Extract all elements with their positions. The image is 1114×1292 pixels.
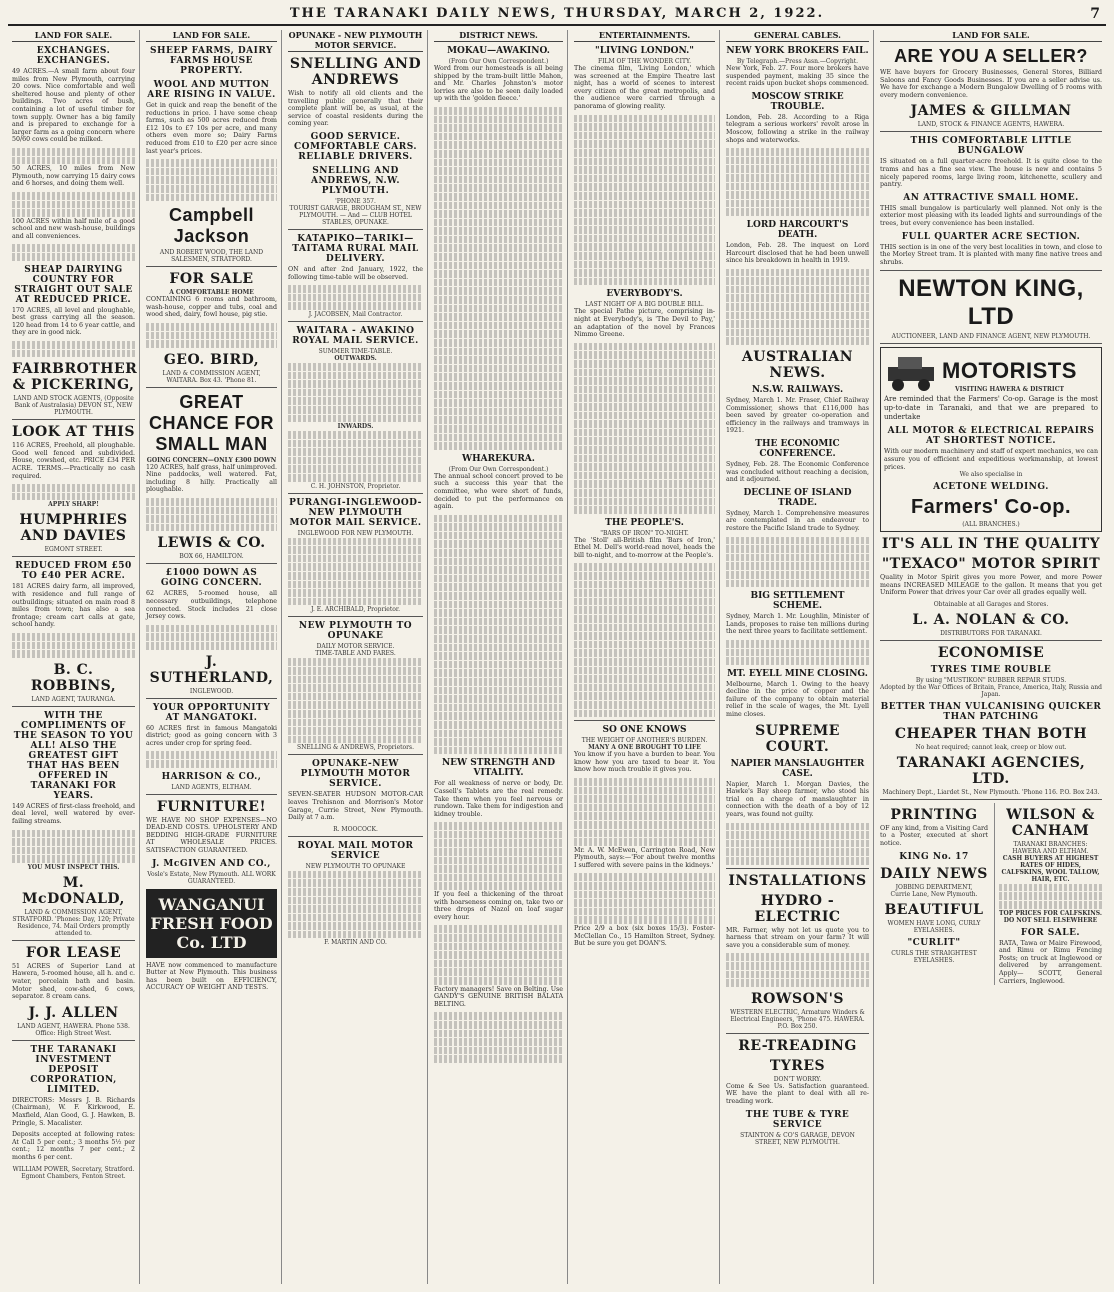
article-text: The special Pathe picture, comprising in-night at Everybody's, is 'The Devil to Pay,' an adaptation of the novel by Frances Nimmo Greene. <box>574 308 715 339</box>
ad-heading: WOOL AND MUTTON ARE RISING IN VALUE. <box>147 80 276 100</box>
ad-heading: FULL QUARTER ACRE SECTION. <box>901 231 1081 242</box>
ad-text: DIRECTORS: Messrs J. B. Richards (Chairman), W. F. Kirkwood, E. Maxfield, Alan Good, G. J. Hawken, B. Pringle, S. Macalister. <box>12 1096 135 1127</box>
page-number: 7 <box>1090 6 1102 22</box>
article-headline: NEW YORK BROKERS FAIL. <box>726 46 869 56</box>
ad-text: 116 ACRES, Freehold, all ploughable. Good well fenced and subdivided. House, cowshed, etc. PRICE £34 PER ACRE. TERMS.—Practically no cash required. <box>12 442 135 480</box>
ad-subheading: CASH BUYERS AT HIGHEST RATES OF HIDES, CALFSKINS, WOOL TALLOW, HAIR, ETC. <box>1001 854 1100 883</box>
ad-text: 62 ACRES, 5-roomed house, all necessary outbuildings, telephone connected. Stock includes 21 close Jersey cows. <box>146 590 277 621</box>
column-heading: LAND FOR SALE. <box>12 30 135 42</box>
column-heading: LAND FOR SALE. <box>146 30 277 42</box>
article-byline: (From Our Own Correspondent.) <box>448 465 549 473</box>
agent-address: INGLEWOOD. <box>189 687 234 695</box>
article-text: The annual school concert proved to be such a success this year that the committee, who were short of funds, decided to put the performance on again. <box>434 472 563 511</box>
ad-heading: ARE YOU A SELLER? <box>894 46 1088 66</box>
agent-address: LAND & COMMISSION AGENT, WAITARA. Box 43. 'Phone 81. <box>162 369 261 384</box>
ad-text: THIS small bungalow is particularly well planned. Not only is the exterior most pleasing with its leaded lights and surroundings of the trees, but every convenience has been installed. <box>880 204 1102 227</box>
ad-heading: FOR SALE <box>169 271 254 288</box>
ad-phone: 'PHONE 357. <box>335 197 376 205</box>
ad-heading: WITH THE COMPLIMENTS OF THE SEASON TO YOU ALL! ALSO THE GREATEST GIFT THAT HAS BEEN OFFERED IN TARANAKI FOR YEARS. <box>13 710 134 801</box>
ad-heading: ALL MOTOR & ELECTRICAL REPAIRS AT SHORTEST NOTICE. <box>887 426 1095 447</box>
ad-callout: APPLY SHARP! <box>48 501 99 509</box>
ad-subheading: OUTWARDS. <box>334 354 377 362</box>
agent-name: B. C. ROBBINS, <box>30 661 117 694</box>
ad-text: THIS section is in one of the very best localities in town, and close to the Morley Street tram. It is planted with many fine native trees and shrubs. <box>880 243 1102 266</box>
ad-subheading: INGLEWOOD FOR NEW PLYMOUTH. <box>297 529 414 537</box>
car-icon <box>884 351 938 395</box>
article-text: You know if you have a burden to bear. You know how you are taxed to bear it. You know how much trouble it gives you. <box>574 751 715 774</box>
ad-address: Currie Lane, New Plymouth. <box>890 890 978 898</box>
article-subheadline: THE WEIGHT OF ANOTHER'S BURDEN. <box>581 737 708 745</box>
article-text: Price 2/9 a box (six boxes 15/3). Foster-McClellan Co., 15 Hamilton Street, Sydney. But be sure you get DOAN'S. <box>574 925 715 948</box>
article-text: Word from our homesteads is all being shipped by the tram-built little Mahon, and Mr. Charles Johnston's motor lorries are also to be seen daily loaded up with the 'golden fleece.' <box>434 65 563 103</box>
agent-name: JAMES & GILLMAN <box>910 103 1072 120</box>
agent-address: AND ROBERT WOOD, THE LAND SALESMEN, STRATFORD. <box>159 249 264 264</box>
ad-subheading: JOBBING DEPARTMENT, <box>895 883 973 891</box>
article-text: If you feel a thickening of the throat with hoarseness coming on, take two or three drops of Nazol on loaf sugar every hour. <box>434 891 563 921</box>
ad-text: Come & See Us. Satisfaction guaranteed. WE have the plant to deal with all re-treading work. <box>726 1082 869 1105</box>
ad-text: Are reminded that the Farmers' Co-op. Garage is the most up-to-date in Taranaki, and that we are prepared to undertake <box>884 395 1098 422</box>
ad-callout: YOU MUST INSPECT THIS. <box>27 863 120 871</box>
agent-address: TARANAKI BRANCHES: HAWERA AND ELTHAM. <box>1012 840 1089 855</box>
ad-heading: EXCHANGES. EXCHANGES. <box>36 46 111 66</box>
ad-subheading: A COMFORTABLE HOME <box>169 289 254 297</box>
motorists-ad <box>880 347 1102 532</box>
ad-subheading: VISITING HAWERA & DISTRICT <box>954 385 1064 393</box>
ad-heading: GREAT CHANCE FOR SMALL MAN <box>149 391 274 454</box>
ad-heading: ACETONE WELDING. <box>933 482 1049 493</box>
ad-text: OF any kind, from a Visiting Card to a Poster, executed at short notice. <box>880 824 988 848</box>
masthead-title: THE TARANAKI DAILY NEWS, THURSDAY, MARCH 2, 1922. <box>289 6 825 21</box>
ad-heading: FOR SALE. <box>1020 927 1081 938</box>
ad-subheading: TIME-TABLE AND FARES. <box>315 650 396 658</box>
ad-heading: KING No. 17 <box>899 851 969 862</box>
agent-name: LEWIS & CO. <box>157 535 266 552</box>
ad-heading: PRINTING <box>890 806 978 823</box>
agent-address: Vosle's Estate, New Plymouth. ALL WORK GUARANTEED. <box>147 870 276 885</box>
ad-heading: YOUR OPPORTUNITY AT MANGATOKI. <box>152 702 271 723</box>
article-text: The cinema film, 'Living London,' which was screened at the Empire Theatre last night, has a world of scenes to interest every citizen of the great metropolis, and the audience were carried through a panorama of glowing reality. <box>574 65 715 110</box>
article-text: For all weakness of nerve or body, Dr. Cassell's Tablets are the real remedy. Take them when you feel nervous or rundown. Take them for indigestion and kidney trouble. <box>434 780 563 818</box>
agent-address: LAND, STOCK & FINANCE AGENTS, HAWERA. <box>917 121 1065 129</box>
article-headline: BIG SETTLEMENT SCHEME. <box>750 591 845 612</box>
article-text: Napier, March 1. Morgan Davies, the Hawke's Bay sheep farmer, who stood his trial on a charge of manslaughter in connection with the death of a boy of 12 years, was found not guilty. <box>726 780 869 819</box>
article-headline: MOSCOW STRIKE TROUBLE. <box>751 91 844 112</box>
column-5 <box>570 30 720 1284</box>
article-byline: (From Our Own Correspondent.) <box>448 58 549 65</box>
article-headline: MT. EYELL MINE CLOSING. <box>727 668 868 679</box>
ad-text: ON and after 2nd January, 1922, the following time-table will be observed. <box>288 265 423 281</box>
ad-text: 149 ACRES of first-class freehold, and deal level, well watered by ever-failing streams. <box>12 802 135 825</box>
column-1 <box>8 30 140 1284</box>
article-text: Sydney, March 1. Mr. Fraser, Chief Railway Commissioner, shows that £116,000 has been saved by greater co-operation and efficiency in the railways and tramways in 1921. <box>726 397 869 435</box>
ad-heading: PURANGI-INGLEWOOD-NEW PLYMOUTH MOTOR MAIL SERVICE. <box>289 497 422 528</box>
ad-text: With our modern machinery and staff of expert mechanics, we can assure you of efficient and expeditious workmanship, at lowest prices. <box>884 448 1098 471</box>
agent-address: STAINTON & CO'S GARAGE, DEVON STREET, NEW PLYMOUTH. <box>740 1131 855 1146</box>
ad-text: HAVE now commenced to manufacture Butter at New Plymouth. This business has been built on EFFICIENCY, ACCURACY OF WEIGHT AND TESTS. <box>146 961 277 992</box>
article-headline: THE PEOPLE'S. <box>605 517 684 528</box>
ad-heading: BEAUTIFUL <box>884 901 984 918</box>
ad-heading: FOR LEASE <box>25 944 122 961</box>
article-subheadline: FILM OF THE WONDER CITY. <box>597 58 692 65</box>
ad-text: No heat required; cannot leak, creep or blow out. <box>915 743 1067 751</box>
agent-name: GEO. BIRD, <box>163 351 260 368</box>
article-text: Mr. A. W. McEwen, Carrington Road, New Plymouth, says:—'For about twelve months I suffered with severe pains in the kidneys.' <box>574 846 715 869</box>
ad-heading: SHEEP FARMS, DAIRY FARMS HOUSE PROPERTY. <box>150 46 273 76</box>
article-text: The 'Stoll' all-British film 'Bars of Iron,' Ethel M. Dell's world-read novel, heads the bill to-night, and to-morrow at the People's. <box>574 536 715 559</box>
article-headline: SO ONE KNOWS <box>602 725 687 736</box>
ad-text: Quality in Motor Spirit gives you more Power, and more Power means INCREASED MILEAGE to the gallon. It means that you get Uniform Power that drives your Car over all grades equally well. <box>880 574 1102 597</box>
ad-signature: J. JACOBSEN, Mail Contractor. <box>308 310 403 318</box>
article-headline: "LIVING LONDON." <box>595 46 694 56</box>
column-4 <box>430 30 568 1284</box>
ad-subheading: TOP PRICES FOR CALFSKINS. DO NOT SELL ELSEWHERE <box>999 909 1102 924</box>
agent-address: AUCTIONEER, LAND AND FINANCE AGENT, NEW PLYMOUTH. <box>891 333 1091 341</box>
ad-heading: DAILY NEWS <box>880 865 988 882</box>
ad-text: CONTAINING 6 rooms and bathroom, wash-house, copper and tubs, coal and wood shed, dairy, fowl house, pig stie. <box>146 296 277 319</box>
ad-signature: R. MOOCOCK. <box>333 825 378 833</box>
ad-text: WE have buyers for Grocery Businesses, General Stores, Billiard Saloons and Fancy Goods Businesses. If you are a seller advise us. We have for exchange a Modern Bungalow Dwelling of 5 rooms with every modern convenience. <box>880 69 1102 99</box>
ad-subheading: WOMEN HAVE LONG, CURLY EYELASHES. <box>887 919 981 934</box>
ad-text: SEVEN-SEATER HUDSON MOTOR-CAR leaves Trehisnon and Morrison's Motor Garage, Currie Street, New Plymouth. Daily at 7 a.m. <box>288 791 423 822</box>
agent-address: Machinery Dept., Liardet St., New Plymouth. 'Phone 116. P.O. Box 243. <box>882 788 1100 796</box>
ad-heading: SNELLING AND ANDREWS <box>289 56 422 88</box>
column-heading: LAND FOR SALE. <box>880 30 1102 42</box>
article-subheadline: MANY A ONE BROUGHT TO LIFE <box>588 744 701 752</box>
agent-address: LAND AGENTS, ELTHAM. <box>171 783 252 791</box>
ad-heading: THE TARANAKI INVESTMENT DEPOSIT CORPORATION, LIMITED. <box>30 1044 117 1095</box>
column-heading: GENERAL CABLES. <box>726 30 869 42</box>
agent-address: LAND AND STOCK AGENTS, (Opposite Bank of Australasia) DEVON ST., NEW PLYMOUTH. <box>13 395 134 417</box>
ad-heading: "CURLIT" <box>907 937 961 948</box>
ad-heading: OPUNAKE-NEW PLYMOUTH MOTOR SERVICE. <box>300 759 411 790</box>
ad-text: Wish to notify all old clients and the travelling public generally that their complete plant will be, as usual, at the service of coastal residents during the coming year. <box>288 90 423 128</box>
section-heading: SUPREME COURT. <box>755 722 840 755</box>
agent-address: LAND & COMMISSION AGENT, STRATFORD. 'Phones: Day, 120; Private Residence, 74. Mail Orders promptly attended to. <box>12 908 135 937</box>
ad-subheading: DON'T WORRY. <box>773 1075 822 1083</box>
agent-name: J. J. ALLEN <box>28 1004 119 1021</box>
ad-heading: MOTORISTS <box>942 357 1077 383</box>
agent-address: LAND AGENT, HAWERA. Phone 538. Office: High Street West. <box>17 1022 130 1037</box>
ad-heading: IT'S ALL IN THE QUALITY <box>881 536 1101 553</box>
ad-subheading: SUMMER TIME-TABLE. <box>318 347 393 355</box>
ad-heading: INSTALLATIONS <box>728 872 867 889</box>
article-headline: LORD HARCOURT'S DEATH. <box>746 219 849 240</box>
article-subheadline: "BARS OF IRON" TO-NIGHT. <box>600 529 689 537</box>
ad-heading: KATAPIKO—TARIKI—TAITAMA RURAL MAIL DELIVERY. <box>292 233 419 264</box>
ad-text: Adopted by the War Offices of Britain, France, America, Italy, Russia and Japan. <box>880 683 1102 698</box>
ad-subheading: GOING CONCERN—ONLY £300 DOWN <box>146 456 277 464</box>
ad-heading: LOOK AT THIS <box>12 424 135 441</box>
ad-text: 60 ACRES first in famous Mangatoki district; good as going concern with 3 acres under crop for spring feed. <box>146 724 277 747</box>
article-headline: EVERYBODY'S. <box>606 289 683 300</box>
ad-heading: CHEAPER THAN BOTH <box>894 725 1088 742</box>
agent-name: FAIRBROTHER & PICKERING, <box>12 361 138 394</box>
column-2 <box>142 30 282 1284</box>
agent-address: LAND AGENT, TAURANGA. <box>31 695 116 703</box>
section-heading: AUSTRALIAN NEWS. <box>741 349 854 382</box>
ad-text: 50 ACRES, 10 miles from New Plymouth, now carrying 15 dairy cows and 6 horses, and doing them well. <box>12 165 135 188</box>
ad-address: TOURIST GARAGE, BROUGHAM ST., NEW PLYMOUTH. — And — CLUB HOTEL STABLES, OPUNAKE. <box>289 204 422 226</box>
ad-text: By using "MUSTIKON" RUBBER REPAIR STUDS. <box>915 676 1067 684</box>
agent-name: Farmers' Co-op. <box>910 496 1072 519</box>
ad-heading: ECONOMISE <box>937 644 1045 661</box>
column-heading: ENTERTAINMENTS. <box>574 30 715 42</box>
ad-subheading: DAILY MOTOR SERVICE. <box>316 643 395 651</box>
newspaper-page <box>8 4 1106 1288</box>
ad-text: Obtainable at all Garages and Stores. <box>933 600 1049 608</box>
column-heading: OPUNAKE - NEW PLYMOUTH MOTOR SERVICE. <box>288 30 423 50</box>
agent-name: ROWSON'S <box>750 990 845 1007</box>
article-text: New York, Feb. 27. Four more brokers have suspended payment, making 35 since the recent raids upon bucket shops commenced. <box>726 65 869 88</box>
ad-heading: SHEAP DAIRYING COUNTRY FOR STRAIGHT OUT SALE AT REDUCED PRICE. <box>14 264 133 305</box>
agent-address: DISTRIBUTORS FOR TARANAKI. <box>940 629 1042 637</box>
article-headline: WHAREKURA. <box>462 453 535 464</box>
agent-name: HUMPHRIES AND DAVIES <box>19 512 128 545</box>
ad-text: WE HAVE NO SHOP EXPENSES—NO DEAD-END COSTS. UPHOLSTERY AND BEDDING HIGH-GRADE FURNITURE AT WHOLESALE PRICES. SATISFACTION GUARANTEED. <box>146 816 277 854</box>
article-text: Sydney, Feb. 28. The Economic Conference was concluded without reaching a decision, and it adjourned. <box>726 461 869 484</box>
column-heading: DISTRICT NEWS. <box>434 30 563 42</box>
ad-heading: WAITARA - AWAKINO ROYAL MAIL SERVICE. <box>292 325 419 346</box>
article-headline: N.S.W. RAILWAYS. <box>751 385 844 396</box>
ad-heading: ROYAL MAIL MOTOR SERVICE <box>297 840 414 861</box>
agent-address: EGMONT STREET. <box>44 546 103 554</box>
ad-text: 120 ACRES, half grass, half unimproved. Nine paddocks, well watered. Fat, including 8 hilly. Practically all ploughable. <box>146 463 277 494</box>
article-text: London, Feb. 28. The inquest on Lord Harcourt disclosed that he had been unwell since his breakdown in health in 1919. <box>726 241 869 265</box>
ad-text: 100 ACRES within half mile of a good school and new wash-house, buildings and all conveniences. <box>12 217 135 240</box>
column-3 <box>284 30 428 1284</box>
ad-signature: SNELLING & ANDREWS, Proprietors. <box>296 744 415 752</box>
article-text: Sydney, March 1. Comprehensive measures are contemplated in an endeavour to restore the Pacific Island trade to Sydney. <box>726 509 869 532</box>
agent-name: J. McGIVEN AND CO., <box>152 858 271 869</box>
ad-heading: TYRES TIME ROUBLE <box>930 664 1052 675</box>
column-6 <box>722 30 874 1284</box>
ad-heading: AN ATTRACTIVE SMALL HOME. <box>903 192 1079 203</box>
article-text: Melbourne, March 1. Owing to the heavy decline in the price of copper and the failure of the company to obtain material relief in the scale of wages, the Mt. Lyell mine closes. <box>726 680 869 719</box>
ad-heading: BETTER THAN VULCANISING QUICKER THAN PATCHING <box>880 701 1102 722</box>
ad-text: We also specialise in <box>959 471 1023 479</box>
ad-heading: FURNITURE! <box>156 798 267 815</box>
article-headline: NAPIER MANSLAUGHTER CASE. <box>730 758 865 779</box>
agent-address: BOX 66, HAMILTON. <box>179 553 244 561</box>
ad-text: 51 ACRES of Superior Land at Hawera, 5-roomed house, all h. and c. water, porcelain bath and basin. Motor shed, cow-shed, 6 cows, separator. 8 cream cans. <box>12 962 135 1001</box>
agent-name: THE TUBE & TYRE SERVICE <box>745 1109 850 1130</box>
agent-name: HARRISON & CO., <box>161 771 262 782</box>
column-7 <box>876 30 1106 1284</box>
logo-text: WANGANUI FRESH FOOD Co. LTD <box>150 894 273 952</box>
ad-heading: GOOD SERVICE. COMFORTABLE CARS. RELIABLE DRIVERS. <box>293 131 418 162</box>
ad-text: 181 ACRES dairy farm, all improved, with residence and full range of outbuildings; situated on main road 8 miles from town; has also a sea frontage; cream cart calls at gate, school handy. <box>12 583 135 629</box>
agent-address: (ALL BRANCHES.) <box>962 521 1020 529</box>
ad-text: 49 ACRES.—A small farm about four miles from New Plymouth, carrying 20 cows. Nice comfortable and well sheltered house and plenty of other buildings. Two acres of bush, containing a lot of useful timber for town supply. Owner has a big family and is prepared to exchange for a larger farm as a going concern where 50/60 cows could be milked. <box>12 68 135 144</box>
agent-name: TARANAKI AGENCIES, LTD. <box>896 754 1086 787</box>
ad-text: IS situated on a full quarter-acre freehold. It is quite close to the trams and has a fine sea view. The house is new and contains 5 nicely papered rooms, large living room, kitchenette, scullery and pantry. <box>880 158 1102 189</box>
wanganui-logo <box>146 889 277 958</box>
ad-heading: HYDRO - ELECTRIC <box>754 892 841 925</box>
article-text: Factory managers! Save on Belting. Use GANDY'S GENUINE BRITISH BALATA BELTING. <box>434 985 563 1008</box>
ad-heading: RE-TREADING <box>738 1037 857 1054</box>
article-headline: MOKAU—AWAKINO. <box>447 46 550 56</box>
ad-signature: WILLIAM POWER, Secretary, Stratford. Egmont Chambers, Fenton Street. <box>12 1165 135 1180</box>
article-text: London, Feb. 28. According to a Riga telegram a serious workers' revolt arose in Moscow, following a strike in the railway shops and waterworks. <box>726 113 869 144</box>
ad-heading: THIS COMFORTABLE LITTLE BUNGALOW <box>910 136 1072 157</box>
agent-name: J. SUTHERLAND, <box>149 653 274 686</box>
ad-heading: SNELLING AND ANDREWS, N.W. PLYMOUTH. <box>310 165 401 196</box>
agent-name: M. McDONALD, <box>22 874 125 907</box>
ad-heading: NEW PLYMOUTH TO OPUNAKE <box>298 621 413 642</box>
ad-text: 170 ACRES, all level and ploughable, best grass carrying all the season. 120 head from 14 to 6 year cattle, and they are in good nick. <box>12 306 136 337</box>
ad-subheading: NEW PLYMOUTH TO OPUNAKE <box>305 862 406 870</box>
ad-heading: £1000 DOWN AS GOING CONCERN. <box>160 568 263 589</box>
article-subheadline: LAST NIGHT OF A BIG DOUBLE BILL. <box>585 301 704 309</box>
ad-text: Deposits accepted at following rates: At Call 5 per cent.; 3 months 5½ per cent.; 12 months 7 per cent.; 2 months 6 per cent. <box>12 1131 135 1161</box>
article-byline: By Telegraph.—Press Assn.—Copyright. <box>736 58 859 65</box>
ad-signature: F. MARTIN AND CO. <box>324 939 387 947</box>
ad-heading: REDUCED FROM £50 TO £40 PER ACRE. <box>15 561 132 582</box>
masthead <box>8 4 1106 26</box>
agent-name: L. A. NOLAN & CO. <box>912 611 1070 628</box>
ad-signature: J. E. ARCHIBALD, Proprietor. <box>311 606 400 614</box>
ad-text: RATA, Tawa or Maire Firewood, and Rimu or Rimu Fencing Posts; on truck at Inglewood or delivered by arrangement. Apply— SCOTT, General Carriers, Inglewood. <box>999 939 1102 985</box>
agent-name: WILSON & CANHAM <box>1006 806 1095 839</box>
article-headline: NEW STRENGTH AND VITALITY. <box>441 758 556 779</box>
agent-name: Campbell Jackson <box>168 205 255 247</box>
article-text: Sydney, March 1. Mr. Loughlin, Minister of Lands, proposes to raise ten millions during the next three years to facilitate settlement. <box>726 613 869 636</box>
article-headline: DECLINE OF ISLAND TRADE. <box>743 487 852 508</box>
ad-heading: "TEXACO" MOTOR SPIRIT <box>881 556 1101 573</box>
agent-name: NEWTON KING, LTD <box>898 275 1084 331</box>
agent-address: WESTERN ELECTRIC, Armature Winders & Electrical Engineers, 'Phone 475. HAWERA. P.O. Box 250. <box>730 1008 865 1030</box>
ad-subheading: CURLS THE STRAIGHTEST EYELASHES. <box>891 949 977 964</box>
article-headline: THE ECONOMIC CONFERENCE. <box>755 439 840 459</box>
ad-text: MR. Farmer, why not let us quote you to harness that stream on your farm? It will save you a considerable sum of money. <box>726 926 869 949</box>
ad-text: Get in quick and reap the benefit of the reductions in price. I have some cheap farms, such as 500 acres reduced from £12 10s to £7 10s per acre, and many others even more so; Dairy Farms reduced from £10 to £20 per acre since last year's prices. <box>146 102 277 155</box>
ad-signature: C. H. JOHNSTON, Proprietor. <box>310 482 401 490</box>
ad-subheading: INWARDS. <box>337 423 374 431</box>
ad-heading: TYRES <box>769 1057 826 1074</box>
